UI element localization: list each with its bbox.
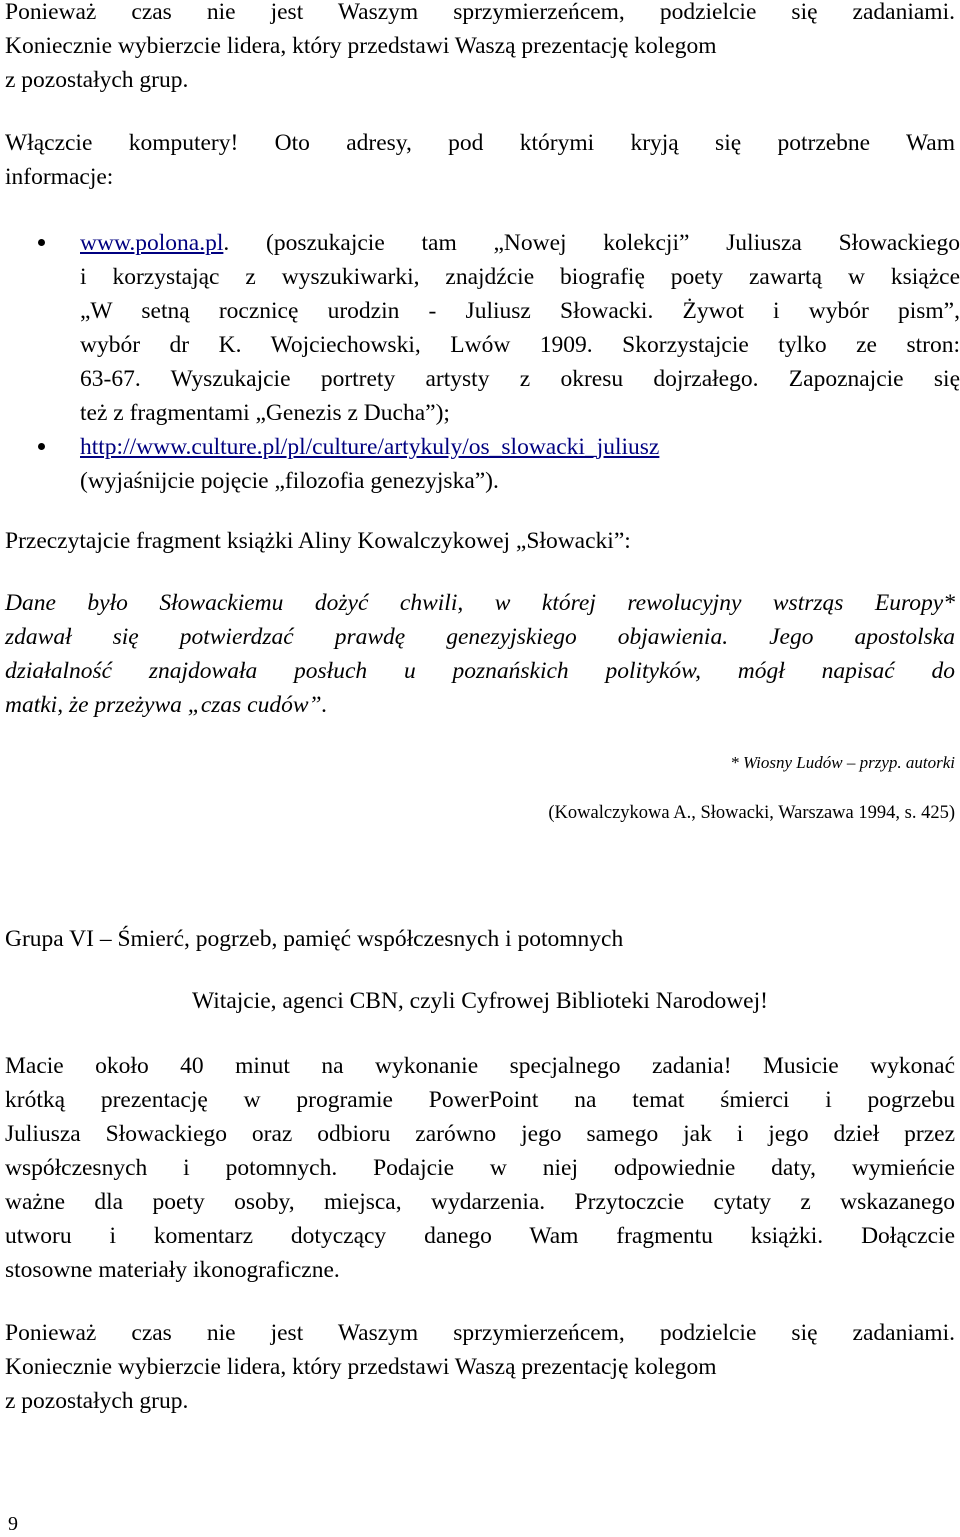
list-item — [38, 430, 960, 498]
text-line: Koniecznie wybierzcie lidera, który przedstawi Waszą prezentację kolegom — [5, 33, 717, 59]
item-text: . (poszukajcie tam „Nowej kolekcji” Juliusza Słowackiego — [223, 230, 960, 256]
footnote: * Wiosny Ludów – przyp. autorki — [730, 753, 955, 772]
list-item — [38, 226, 960, 430]
bullet-icon — [38, 239, 45, 246]
welcome-line: Witajcie, agenci CBN, czyli Cyfrowej Biblioteki Narodowej! — [192, 988, 768, 1014]
culture-link[interactable]: http://www.culture.pl/pl/culture/artykuly/os_slowacki_juliusz — [80, 434, 660, 460]
text-line: ważne dla poety osoby, miejsca, wydarzenia. Przytoczcie cytaty z wskazanego — [5, 1189, 955, 1215]
group-heading — [5, 922, 955, 956]
computers-paragraph — [5, 126, 955, 194]
text-line: z pozostałych grup. — [5, 67, 189, 93]
text-line: zdawał się potwierdzać prawdę genezyjskiego objawienia. Jego apostolska — [5, 624, 955, 650]
text-line — [80, 430, 960, 464]
text-line: wybór dr K. Wojciechowski, Lwów 1909. Skorzystajcie tylko ze stron: — [80, 332, 960, 358]
task-paragraph — [5, 1049, 955, 1287]
text-line: współczesnych i potomnych. Podajcie w niej odpowiednie daty, wymieńcie — [5, 1155, 955, 1181]
text-line: informacje: — [5, 164, 114, 190]
citation: (Kowalczykowa A., Słowacki, Warszawa 1994, s. 425) — [548, 803, 955, 823]
closing-paragraph — [5, 1316, 955, 1418]
text-line: (wyjaśnijcie pojęcie „filozofia genezyjska”). — [80, 468, 499, 494]
intro-paragraph — [5, 0, 955, 97]
text-line: działalność znajdowała posłuch u poznańskich polityków, mógł napisać do — [5, 658, 955, 684]
text-line: utworu i komentarz dotyczący danego Wam fragmentu książki. Dołączcie — [5, 1223, 955, 1249]
text-line: Włączcie komputery! Oto adresy, pod którymi kryją się potrzebne Wam — [5, 130, 955, 156]
polona-link[interactable]: www.polona.pl — [80, 230, 224, 256]
text-line: Grupa VI – Śmierć, pogrzeb, pamięć współczesnych i potomnych — [5, 926, 624, 952]
resource-list — [38, 226, 960, 498]
text-line: Koniecznie wybierzcie lidera, który przedstawi Waszą prezentację kolegom — [5, 1354, 717, 1380]
text-line — [80, 226, 960, 260]
text-line: z pozostałych grup. — [5, 1388, 189, 1414]
text-line: krótką prezentację w programie PowerPoint na temat śmierci i pogrzebu — [5, 1087, 955, 1113]
text-line: i korzystając z wyszukiwarki, znajdźcie biografię poety zawartą w książce — [80, 264, 960, 290]
text-line: Dane było Słowackiemu dożyć chwili, w której rewolucyjny wstrząs Europy* — [5, 590, 955, 616]
text-line: matki, że przeżywa „czas cudów”. — [5, 692, 328, 718]
text-line: Macie około 40 minut na wykonanie specjalnego zadania! Musicie wykonać — [5, 1053, 955, 1079]
read-instruction — [5, 524, 955, 558]
text-line: też z fragmentami „Genezis z Ducha”); — [80, 400, 450, 426]
text-line: Juliusza Słowackiego oraz odbioru zarówno jego samego jak i jego dzieł przez — [5, 1121, 955, 1147]
text-line: stosowne materiały ikonograficzne. — [5, 1257, 340, 1283]
page-number: 9 — [8, 1513, 18, 1535]
text-line: Ponieważ czas nie jest Waszym sprzymierzeńcem, podzielcie się zadaniami. — [5, 0, 955, 25]
quote-paragraph — [5, 586, 955, 722]
text-line: „W setną rocznicę urodzin - Juliusz Słowacki. Żywot i wybór pism”, — [80, 298, 960, 324]
text-line: Przeczytajcie fragment książki Aliny Kowalczykowej „Słowacki”: — [5, 528, 631, 554]
text-line: 63-67. Wyszukajcie portrety artysty z okresu dojrzałego. Zapoznajcie się — [80, 366, 960, 392]
text-line: Ponieważ czas nie jest Waszym sprzymierzeńcem, podzielcie się zadaniami. — [5, 1320, 955, 1346]
bullet-icon — [38, 443, 45, 450]
